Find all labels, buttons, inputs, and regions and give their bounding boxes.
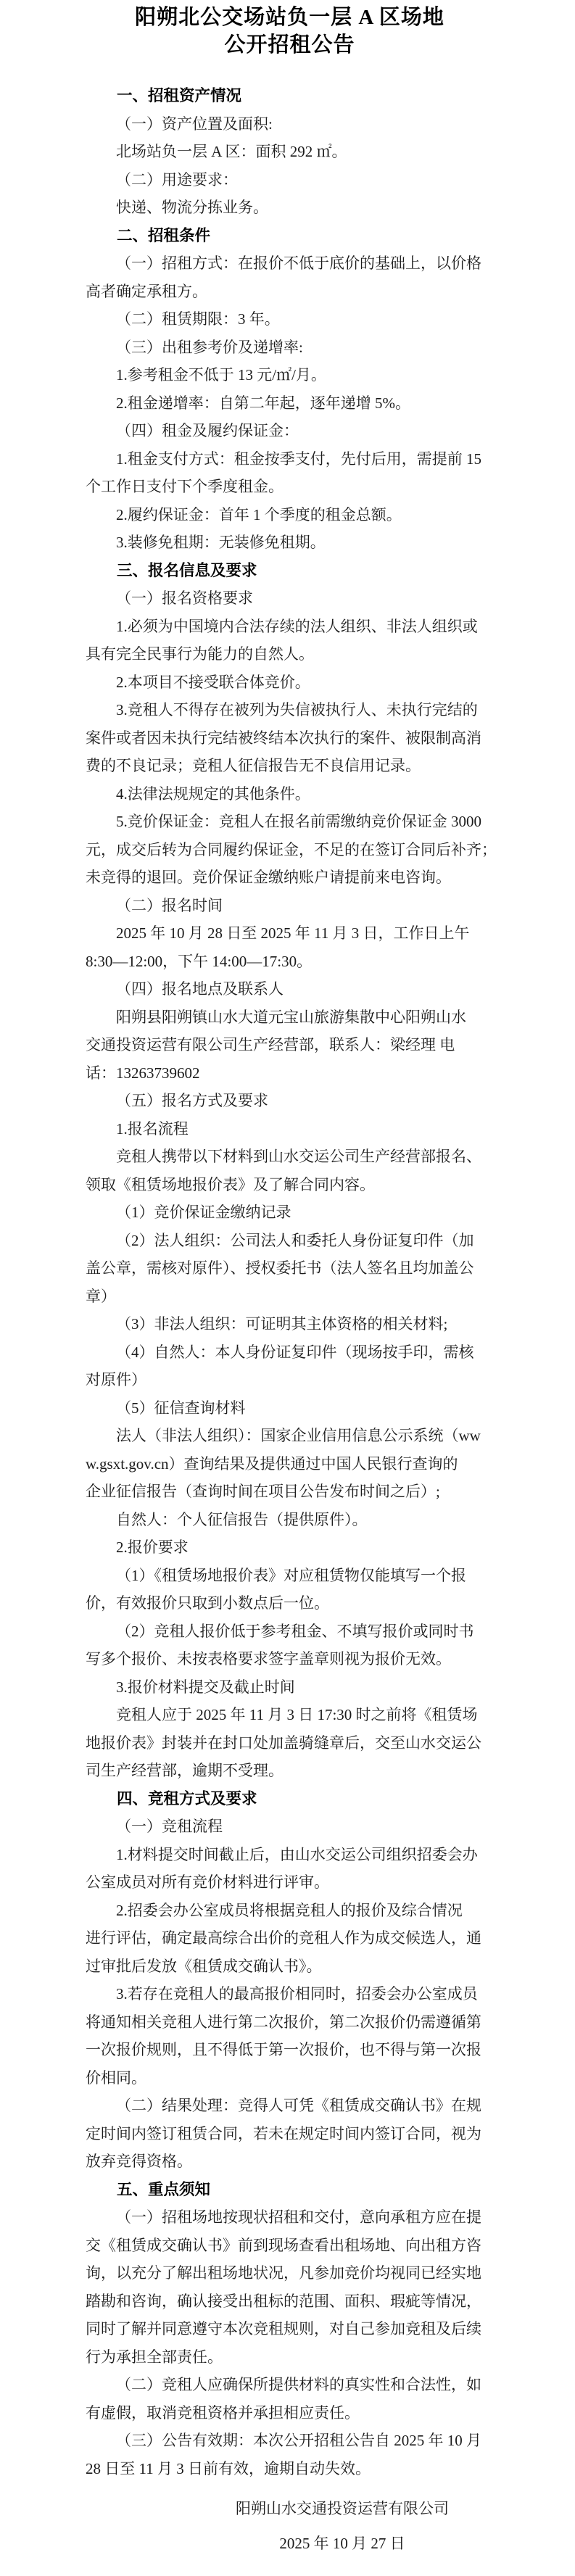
paragraph-line: 进行评估，确定最高综合出价的竞租人作为成交候选人，通: [86, 1929, 481, 1947]
paragraph-line: 1.材料提交时间截止后，由山水交运公司组织招委会办: [116, 1845, 478, 1863]
paragraph-line: （3）非法人组织：可证明其主体资格的相关材料;: [116, 1315, 448, 1333]
paragraph-line: 费的不良记录；竞租人征信报告无不良信用记录。: [86, 757, 421, 774]
paragraph-line: 4.法律法规规定的其他条件。: [116, 784, 310, 803]
paragraph-line: 具有完全民事行为能力的自然人。: [86, 645, 314, 663]
paragraph-line: 企业征信报告（查询时间在项目公告发布时间之后）;: [86, 1483, 440, 1500]
paragraph-line: （4）自然人：本人身份证复印件（现场按手印，需核: [116, 1343, 474, 1361]
paragraph-line: 公室成员对所有竞价材料进行评审。: [86, 1873, 329, 1891]
paragraph-line: （二）报名时间: [116, 896, 223, 914]
paragraph-line: 8:30—12:00，下午 14:00—17:30。: [86, 952, 313, 970]
paragraph-line: 北场站负一层 A 区：面积 292 ㎡。: [116, 143, 347, 160]
paragraph-line: 行为承担全部责任。: [86, 2348, 223, 2366]
paragraph-line: 自然人：个人征信报告（提供原件）。: [116, 1510, 368, 1528]
paragraph-line: （1）竞价保证金缴纳记录: [116, 1204, 291, 1221]
paragraph-line: （二）竞租人应确保所提供材料的真实性和合法性，如: [116, 2376, 481, 2393]
paragraph-line: 2.本项目不接受联合体竞价。: [116, 673, 310, 691]
signature-block: [86, 2491, 494, 2561]
paragraph-line: 未竞得的退回。竞价保证金缴纳账户请提前来电咨询。: [86, 869, 451, 886]
paragraph-line: 写多个报价、未按表格要求签字盖章则视为报价无效。: [86, 1650, 451, 1668]
paragraph-line: 司生产经营部，逾期不受理。: [86, 1762, 284, 1779]
paragraph-line: 竞租人应于 2025 年 11 月 3 日 17:30 时之前将《租赁场: [116, 1706, 478, 1723]
paragraph-line: 1.报名流程: [116, 1119, 189, 1138]
paragraph-line: （一）招租方式：在报价不低于底价的基础上，以价格: [116, 254, 481, 272]
paragraph-line: 放弃竞得资格。: [86, 2153, 192, 2170]
paragraph-line: 过审批后发放《租赁成交确认书》。: [86, 1957, 322, 1975]
paragraph-line: （一）竞租流程: [116, 1818, 223, 1835]
paragraph-line: （一）报名资格要求: [116, 589, 253, 607]
paragraph-line: 1.参考租金不低于 13 元/㎡/月。: [116, 366, 326, 384]
title-line-1: 阳朔北公交场站负一层 A 区场地: [135, 6, 444, 29]
paragraph-line: 踏勘和咨询，确认接受出租标的范围、面积、瑕疵等情况，: [86, 2292, 481, 2310]
paragraph-line: 价，有效报价只取到小数点后一位。: [86, 1594, 329, 1612]
paragraph-line: 5.竞价保证金：竞租人在报名前需缴纳竞价保证金 3000: [116, 813, 481, 830]
paragraph-line: 对原件）: [86, 1371, 146, 1388]
paragraph-line: （三）公告有效期：本次公开招租公告自 2025 年 10 月: [116, 2432, 481, 2449]
paragraph-line: （2）竞租人报价低于参考租金、不填写报价或同时书: [116, 1622, 474, 1640]
paragraph-line: 3.装修免租期：无装修免租期。: [116, 534, 326, 551]
paragraph-line: （四）报名地点及联系人: [116, 980, 284, 998]
paragraph-line: 地报价表》封装并在封口处加盖骑缝章后，交至山水交运公: [86, 1734, 481, 1752]
paragraph-line: 定时间内签订租赁合同，若未在规定时间内签订合同，视为: [86, 2124, 481, 2142]
paragraph-line: 交通投资运营有限公司生产经营部，联系人：梁经理 电: [86, 1036, 455, 1053]
paragraph-line: 阳朔县阳朔镇山水大道元宝山旅游集散中心阳朔山水: [116, 1008, 466, 1026]
section-heading: 五、重点须知: [117, 2180, 211, 2198]
paragraph-line: 话：13263739602: [86, 1064, 200, 1082]
paragraph-line: 将通知相关竞租人进行第二次报价，第二次报价仍需遵循第: [86, 2013, 481, 2031]
paragraph-line: （二）用途要求：: [116, 170, 238, 189]
paragraph-line: 3.竞租人不得存在被列为失信被执行人、未执行完结的: [116, 701, 478, 718]
paragraph-line: 一次报价规则，且不得低于第一次报价，也不得与第一次报: [86, 2041, 481, 2058]
paragraph-line: 1.必须为中国境内合法存续的法人组织、非法人组织或: [116, 617, 478, 635]
paragraph-line: 领取《租赁场地报价表》及了解合同内容。: [86, 1175, 375, 1193]
paragraph-line: 2025 年 10 月 28 日至 2025 年 11 月 3 日，工作日上午: [116, 924, 470, 942]
paragraph-line: 快递、物流分拣业务。: [116, 199, 268, 216]
section-heading: 四、竞租方式及要求: [117, 1789, 257, 1807]
paragraph-line: 高者确定承租方。: [86, 282, 207, 300]
paragraph-line: 3.报价材料提交及截止时间: [116, 1678, 295, 1696]
paragraph-line: 有虚假，取消竞租资格并承担相应责任。: [86, 2403, 360, 2422]
paragraph-line: （5）征信查询材料: [116, 1399, 246, 1417]
paragraph-line: 价相同。: [86, 2068, 146, 2087]
paragraph-line: （一）招租场地按现状招租和交付，意向承租方应在提: [116, 2208, 481, 2226]
paragraph-line: （二）租赁期限：3 年。: [116, 310, 280, 328]
issue-date: 2025 年 10 月 27 日: [279, 2535, 405, 2552]
paragraph-line: 法人（非法人组织）：国家企业信用信息公示系统（ww: [116, 1427, 481, 1444]
paragraph-line: 盖公章，需核对原件）、授权委托书（法人签名且均加盖公: [86, 1259, 474, 1277]
section-heading: 三、报名信息及要求: [117, 561, 257, 579]
paragraph-line: 交《租赁成交确认书》前到现场查看出租场地、向出租方咨: [86, 2236, 481, 2254]
paragraph-line: 询，以充分了解出租场地状况，凡参加竞价均视同已经实地: [86, 2264, 481, 2282]
paragraph-line: 个工作日支付下个季度租金。: [86, 478, 284, 495]
paragraph-line: （四）租金及履约保证金：: [116, 422, 299, 439]
paragraph-line: 2.租金递增率：自第二年起，逐年递增 5%。: [116, 394, 410, 412]
company-name: 阳朔山水交通投资运营有限公司: [236, 2500, 449, 2517]
paragraph-line: 元，成交后转为合同履约保证金，不足的在签订合同后补齐；: [86, 840, 497, 858]
paragraph-line: 同时了解并同意遵守本次竞租规则，对自己参加竞租及后续: [86, 2320, 481, 2337]
paragraph-line: （2）法人组织：公司法人和委托人身份证复印件（加: [116, 1231, 474, 1249]
paragraph-line: 2.报价要求: [116, 1538, 189, 1556]
paragraph-line: 竞租人携带以下材料到山水交运公司生产经营部报名、: [116, 1148, 481, 1165]
paragraph-line: （五）报名方式及要求: [116, 1092, 268, 1109]
section-heading: 一、招租资产情况: [117, 87, 242, 104]
document-body: [86, 82, 497, 2482]
paragraph-line: 章）: [86, 1287, 116, 1305]
paragraph-line: 2.履约保证金：首年 1 个季度的租金总额。: [116, 505, 402, 523]
paragraph-line: w.gsxt.gov.cn）查询结果及提供通过中国人民银行查询的: [86, 1454, 458, 1473]
paragraph-line: （一）资产位置及面积:: [116, 115, 273, 133]
paragraph-line: 1.租金支付方式：租金按季支付，先付后用，需提前 15: [116, 450, 481, 468]
title-line-2: 公开招租公告: [224, 33, 355, 57]
paragraph-line: 28 日至 11 月 3 日前有效，逾期自动失效。: [86, 2459, 371, 2477]
page-title: [86, 4, 494, 59]
paragraph-line: 案件或者因未执行完结被终结本次执行的案件、被限制高消: [86, 729, 481, 747]
paragraph-line: （三）出租参考价及递增率:: [116, 338, 303, 356]
paragraph-line: 3.若存在竞租人的最高报价相同时，招委会办公室成员: [116, 1985, 478, 2003]
paragraph-line: 2.招委会办公室成员将根据竞租人的报价及综合情况: [116, 1901, 463, 1919]
paragraph-line: （1）《租赁场地报价表》对应租赁物仅能填写一个报: [116, 1566, 466, 1584]
section-heading: 二、招租条件: [117, 226, 211, 244]
paragraph-line: （二）结果处理：竞得人可凭《租赁成交确认书》在规: [116, 2097, 481, 2114]
